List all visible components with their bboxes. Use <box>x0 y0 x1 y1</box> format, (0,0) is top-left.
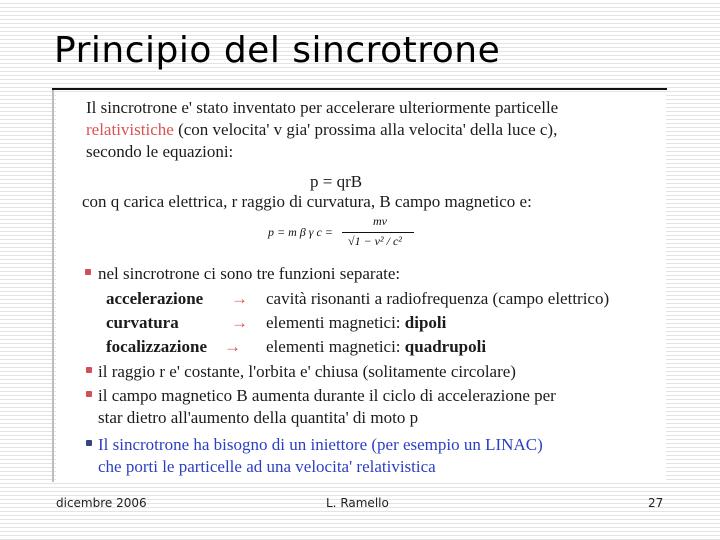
bullet-marker <box>85 269 91 275</box>
bullet-marker <box>86 391 92 397</box>
arrow-right-icon: → <box>231 313 248 332</box>
arrow-right-icon: → <box>224 337 241 356</box>
intro-line-1: Il sincrotrone e' stato inventato per accelerare ulteriormente particelle <box>86 98 559 117</box>
slide-title: Principio del sincrotrone <box>54 30 501 71</box>
intro-line-3: secondo le equazioni: <box>86 142 234 161</box>
function-desc-focusing: elementi magnetici: quadrupoli <box>266 337 487 356</box>
function-desc-acceleration: cavità risonanti a radiofrequenza (campo elettrico) <box>266 289 610 308</box>
bullet-marker <box>86 440 92 446</box>
function-desc-curvature: elementi magnetici: dipoli <box>266 313 447 332</box>
bullet-injector-line-1: Il sincrotrone ha bisogno di un iniettore (per esempio un LINAC) <box>98 435 543 454</box>
function-name-curvature: curvatura <box>106 313 179 332</box>
equation-momentum: p = qrB <box>310 172 363 191</box>
function-name-acceleration: accelerazione <box>106 289 204 308</box>
formula-numerator: mv <box>373 214 387 228</box>
slide-content-image <box>56 92 666 480</box>
formula-denominator: √1 − v² / c² <box>348 234 402 248</box>
bullet-marker <box>86 367 92 373</box>
relativistic-term: relativistiche <box>86 120 174 139</box>
bullet-injector-line-2: che porti le particelle ad una velocita' relativistica <box>98 457 436 476</box>
bullet-radius: il raggio r e' costante, l'orbita e' chiusa (solitamente circolare) <box>98 362 516 381</box>
footer-author: L. Ramello <box>326 496 389 510</box>
relativistic-momentum-formula <box>268 214 418 256</box>
content-left-border <box>52 90 54 482</box>
bullet-field-line-2: star dietro all'aumento della quantita' di moto p <box>98 408 419 427</box>
equation-description: con q carica elettrica, r raggio di curvatura, B campo magnetico e: <box>82 192 532 211</box>
intro-line-2-rest: (con velocita' v gia' prossima alla velocita' della luce c), <box>173 120 558 139</box>
functions-intro: nel sincrotrone ci sono tre funzioni separate: <box>98 264 401 283</box>
arrow-right-icon: → <box>231 289 248 308</box>
function-name-focusing: focalizzazione <box>106 337 208 356</box>
intro-line-2 <box>86 120 557 140</box>
footer-page-number: 27 <box>648 496 664 510</box>
footer-date: dicembre 2006 <box>56 496 147 510</box>
formula-lhs: p = m β γ c = <box>268 225 333 239</box>
bullet-field-line-1: il campo magnetico B aumenta durante il ciclo di accelerazione per <box>98 386 556 405</box>
fraction-bar <box>342 232 414 233</box>
title-underline <box>52 88 667 90</box>
